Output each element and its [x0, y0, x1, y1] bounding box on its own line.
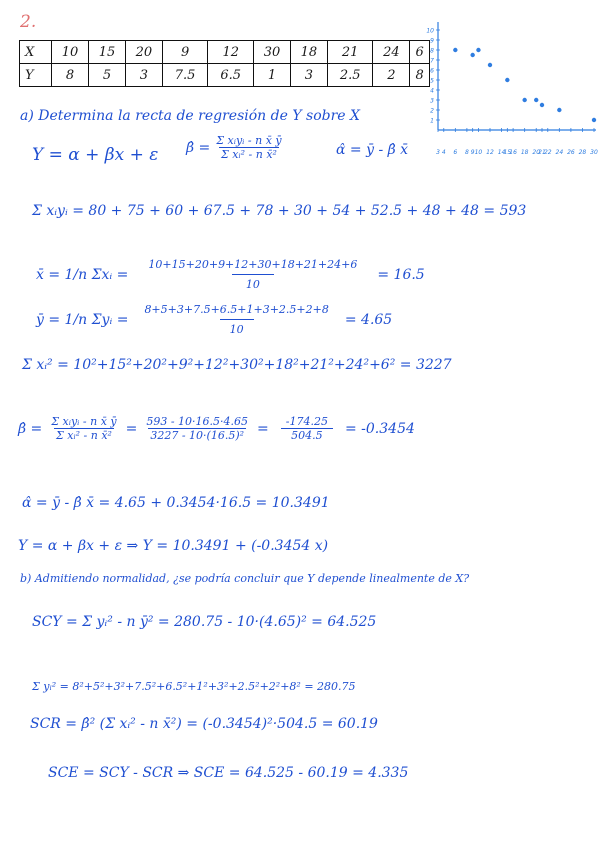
x-tick-label: 10	[474, 149, 483, 156]
sum-x2-line: Σ xᵢ² = 10²+15²+20²+9²+12²+30²+18²+21²+24²+6² = 3227	[22, 357, 452, 373]
beta-denominator: Σ xᵢ² - n x̄²	[220, 148, 277, 161]
table-header-x: X	[20, 41, 52, 64]
beta-calculation: β̂ = $\frac{\text{Σ xᵢyᵢ - n x̄ ȳ}}{\text{Σ xᵢ² - n x̄²}}$ = $\frac{593 - 10\cdot 16.5\cdot 4.65}{\text{3227 - 10·(16.5)²}}$ = $\frac{-174.25}{504.5}$ = -0.3454	[18, 415, 415, 442]
table-cell: 15	[89, 41, 126, 64]
ybar-numerator: 8+5+3+7.5+6.5+1+3+2.5+2+8	[144, 303, 329, 316]
data-point	[470, 53, 474, 57]
scr-line: SCR = β̂² (Σ xᵢ² - n x̄²) = (-0.3454)²·504.5 = 60.19	[30, 716, 378, 732]
table-header-y: Y	[20, 64, 52, 87]
table-row-x	[20, 41, 430, 64]
y-tick-label: 2	[430, 107, 434, 115]
data-point	[505, 78, 509, 82]
ybar-line	[36, 303, 392, 336]
x-tick-label: 30	[590, 149, 598, 156]
ybar-result: = 4.65	[344, 311, 393, 328]
beta-label: β̂ =	[186, 139, 211, 156]
x-tick-label: 20	[532, 149, 541, 156]
table-cell: 1	[254, 64, 291, 87]
table-cell: 2	[373, 64, 410, 87]
beta-calc-formula-den: Σ xᵢ² - n x̄²	[55, 429, 112, 442]
sum-y2-line: Σ yᵢ² = 8²+5²+3²+7.5²+6.5²+1²+3²+2.5²+2²+8² = 280.75	[32, 680, 356, 693]
alpha-formula: α̂ = ȳ - β̂ x̄	[336, 142, 409, 158]
table-cell: 30	[254, 41, 291, 64]
beta-calc-num2: -174.25	[285, 415, 328, 428]
xbar-lhs: x̄ = 1/n Σxᵢ =	[36, 266, 129, 283]
xbar-denominator: 10	[232, 274, 274, 291]
x-tick-label: 28	[578, 149, 587, 156]
data-point	[592, 118, 596, 122]
x-tick-label: 22	[543, 149, 552, 156]
table-cell: 10	[52, 41, 89, 64]
beta-numerator: Σ xᵢyᵢ - n x̄ ȳ	[216, 134, 282, 147]
data-table	[19, 40, 430, 87]
table-cell: 6.5	[208, 64, 254, 87]
data-point	[476, 48, 480, 52]
xbar-numerator: 10+15+20+9+12+30+18+21+24+6	[148, 258, 358, 271]
data-point	[540, 103, 544, 107]
y-tick-label: 8	[430, 47, 434, 55]
table-cell: 20	[125, 41, 162, 64]
table-cell: 24	[373, 41, 410, 64]
problem-number: 2.	[20, 12, 37, 32]
table-cell: 6	[410, 41, 430, 64]
beta-result: = -0.3454	[344, 420, 415, 437]
part-a-heading: a) Determina la recta de regresión de Y sobre X	[20, 108, 360, 124]
table-cell: 18	[290, 41, 327, 64]
table-cell: 3	[125, 64, 162, 87]
ybar-denominator: 10	[220, 319, 254, 336]
data-point	[488, 63, 492, 67]
table-cell: 2.5	[327, 64, 373, 87]
x-tick-label: 8	[464, 149, 469, 156]
x-tick-label: 26	[567, 149, 575, 156]
y-tick-label: 6	[430, 67, 434, 75]
xbar-result: = 16.5	[377, 266, 425, 283]
table-row-y	[20, 64, 430, 87]
alpha-calculation: α̂ = ȳ - β̂ x̄ = 4.65 + 0.3454·16.5 = 10.3491	[22, 495, 330, 511]
data-point	[453, 48, 457, 52]
sum-xy-line: Σ xᵢyᵢ = 80 + 75 + 60 + 67.5 + 78 + 30 + 54 + 52.5 + 48 + 48 = 593	[32, 203, 527, 219]
beta-calc-label: β̂ =	[18, 420, 43, 437]
beta-calc-num: 593 - 10·16.5·4.65	[146, 415, 249, 428]
table-cell: 8	[52, 64, 89, 87]
y-tick-label: 3	[430, 97, 434, 105]
y-tick-label: 9	[430, 37, 434, 45]
part-b-heading: b) Admitiendo normalidad, ¿se podría concluir que Y depende linealmente de X?	[20, 572, 470, 585]
x-tick-label: 9	[470, 149, 475, 156]
table-cell: 3	[290, 64, 327, 87]
scy-line: SCY = Σ yᵢ² - n ȳ² = 280.75 - 10·(4.65)² = 64.525	[32, 614, 377, 630]
beta-calc-den2: 504.5	[281, 428, 333, 442]
beta-calc-formula-num: Σ xᵢyᵢ - n x̄ ȳ	[51, 415, 117, 428]
scatter-plot	[420, 18, 598, 163]
data-point	[534, 98, 538, 102]
data-point	[557, 108, 561, 112]
table-cell: 5	[89, 64, 126, 87]
table-cell: 9	[162, 41, 208, 64]
sce-line: SCE = SCY - SCR ⇒ SCE = 64.525 - 60.19 = 4.335	[48, 765, 409, 781]
y-tick-label: 10	[426, 27, 434, 35]
table-cell: 8	[410, 64, 430, 87]
x-tick-label: 4	[441, 149, 446, 156]
ybar-lhs: ȳ = 1/n Σyᵢ =	[36, 311, 129, 328]
y-tick-label: 5	[430, 77, 434, 85]
table-cell: 12	[208, 41, 254, 64]
beta-formula	[186, 134, 284, 161]
x-tick-label: 3	[436, 149, 440, 156]
final-model: Y = α + βx + ε ⇒ Y = 10.3491 + (-0.3454 x)	[18, 538, 329, 554]
x-tick-label: 16	[509, 149, 517, 156]
table-cell: 21	[327, 41, 373, 64]
x-tick-label: 15	[503, 149, 512, 156]
x-tick-label: 18	[520, 149, 529, 156]
data-point	[522, 98, 526, 102]
x-tick-label: 14	[497, 149, 506, 156]
x-tick-label: 12	[486, 149, 494, 156]
table-cell: 7.5	[162, 64, 208, 87]
y-tick-label: 1	[430, 117, 434, 125]
x-tick-label: 21	[538, 149, 546, 156]
y-tick-label: 4	[430, 87, 434, 95]
regression-model: Y = α + βx + ε	[32, 145, 159, 165]
beta-calc-den: 3227 - 10·(16.5)²	[150, 429, 245, 442]
y-tick-label: 7	[430, 57, 434, 65]
x-tick-label: 24	[555, 149, 564, 156]
xbar-line	[36, 258, 425, 291]
x-tick-label: 6	[453, 149, 458, 156]
